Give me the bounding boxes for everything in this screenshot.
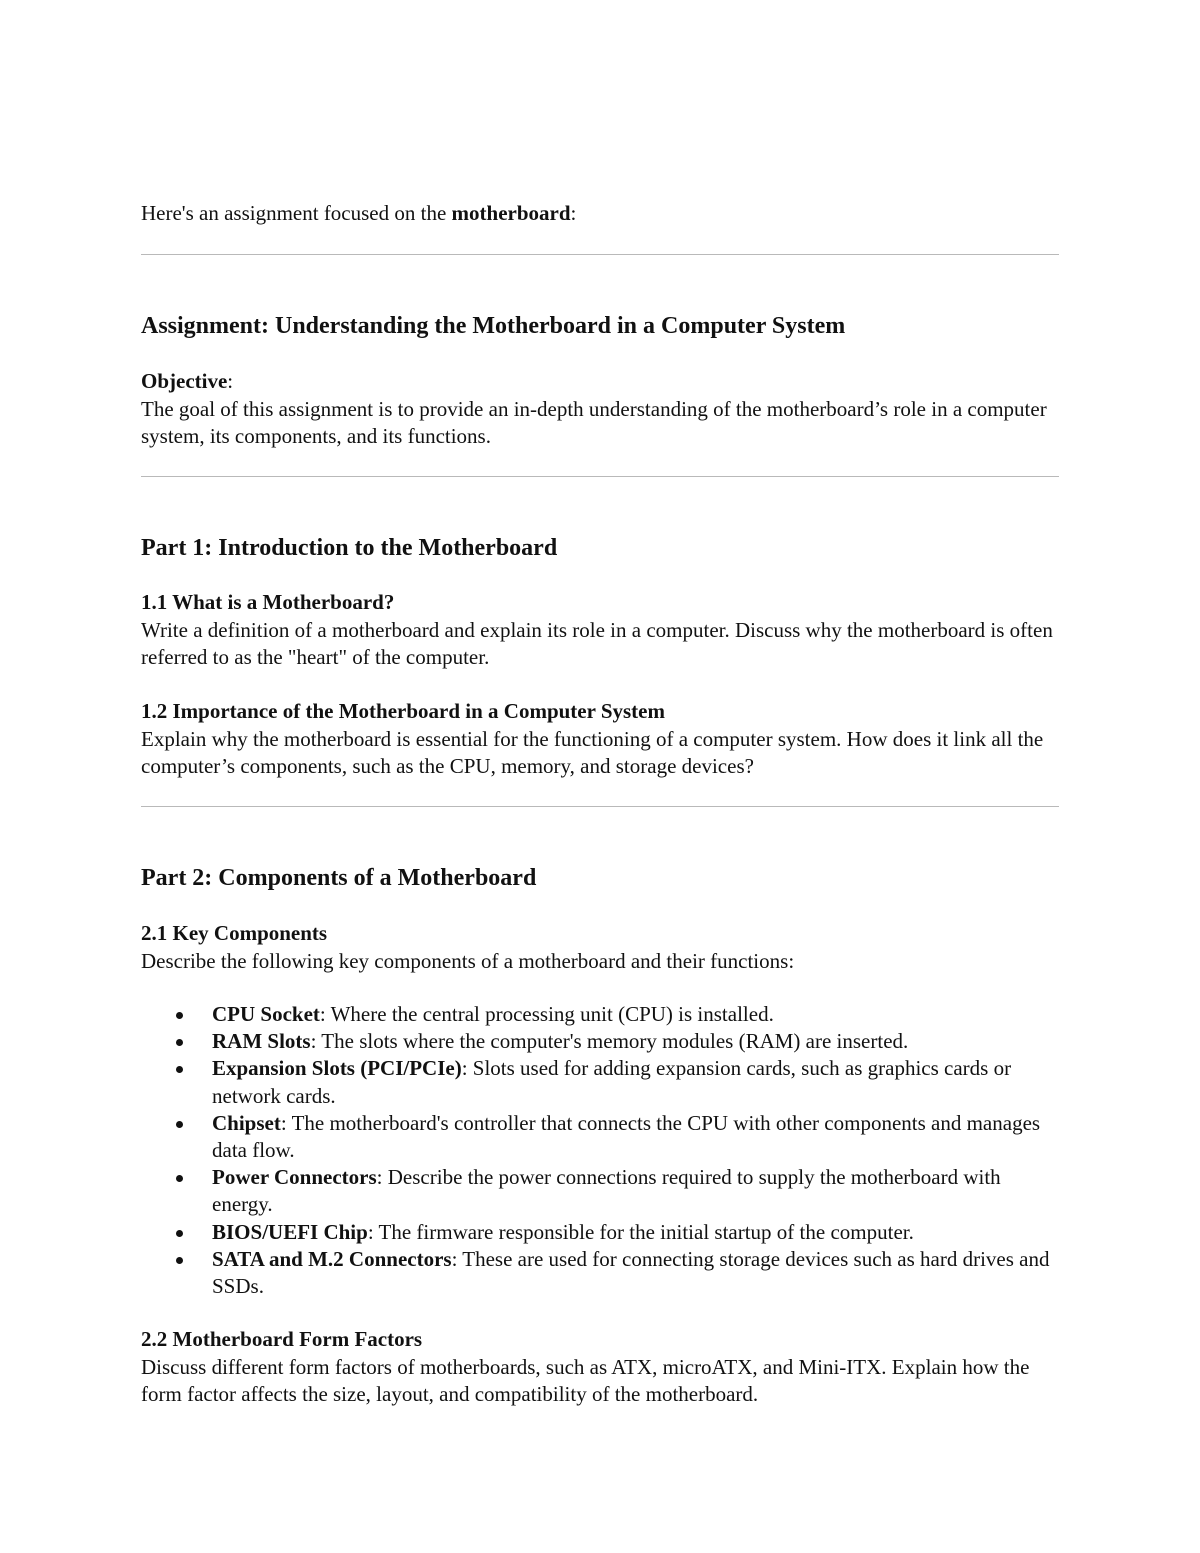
component-term: RAM Slots — [212, 1029, 311, 1054]
bullet-icon — [176, 1012, 183, 1019]
section-2-2-heading: 2.2 Motherboard Form Factors — [141, 1327, 423, 1351]
part1-heading: Part 1: Introduction to the Motherboard — [141, 535, 558, 561]
list-item — [212, 1055, 1059, 1109]
component-desc: : The motherboard's controller that connects the CPU with other components and manages data flow. — [212, 1110, 1041, 1163]
section-2-2 — [141, 1326, 1059, 1409]
objective-text: The goal of this assignment is to provide an in-depth understanding of the motherboard’s role in a computer system, its components, and its functions. — [141, 396, 1047, 448]
component-term: SATA and M.2 Connectors — [212, 1246, 452, 1271]
divider-1 — [141, 254, 1059, 255]
bullet-icon — [176, 1175, 183, 1182]
component-desc: : Slots used for adding expansion cards, such as graphics cards or network cards. — [212, 1056, 1012, 1108]
component-term: BIOS/UEFI Chip — [212, 1219, 368, 1244]
divider-2 — [141, 476, 1059, 477]
component-term: CPU Socket — [212, 1002, 320, 1026]
list-item — [212, 1028, 1059, 1055]
section-2-1-text: Describe the following key components of a motherboard and their functions: — [141, 948, 795, 973]
objective-section — [141, 368, 1059, 451]
section-1-1 — [141, 589, 1059, 672]
bullet-icon — [176, 1121, 183, 1128]
section-1-1-heading: 1.1 What is a Motherboard? — [141, 590, 395, 614]
component-desc: : Where the central processing unit (CPU) is installed. — [319, 1002, 774, 1026]
component-desc: : These are used for connecting storage devices such as hard drives and SSDs. — [212, 1246, 1050, 1299]
intro-bold-term: motherboard — [451, 201, 571, 225]
section-1-2-text: Explain why the motherboard is essential for the functioning of a computer system. How does it link all the computer’s components, such as the CPU, memory, and storage devices? — [141, 726, 1044, 778]
list-item — [212, 1164, 1059, 1218]
assignment-title: Assignment: Understanding the Motherboard in a Computer System — [141, 313, 846, 339]
section-2-2-text: Discuss different form factors of motherboards, such as ATX, microATX, and Mini-ITX. Explain how the form factor affects the size, layout, and compatibility of the motherboard. — [141, 1354, 1030, 1406]
objective-label: Objective: — [141, 369, 234, 393]
intro-text: Here's an assignment focused on the — [141, 201, 452, 225]
intro-suffix: : — [570, 201, 577, 225]
component-term: Expansion Slots (PCI/PCIe) — [212, 1056, 462, 1081]
section-1-2 — [141, 698, 1059, 781]
list-item — [212, 1246, 1059, 1300]
component-desc: : Describe the power connections required to supply the motherboard with energy. — [212, 1165, 1001, 1217]
intro-line — [141, 199, 576, 227]
section-1-2-heading: 1.2 Importance of the Motherboard in a Computer System — [141, 699, 665, 723]
component-term: Power Connectors — [212, 1165, 377, 1190]
bullet-icon — [176, 1230, 183, 1237]
list-item — [212, 1110, 1059, 1164]
list-item — [212, 1219, 1059, 1246]
component-term: Chipset — [212, 1110, 281, 1135]
bullet-icon — [176, 1039, 183, 1046]
section-2-1-heading: 2.1 Key Components — [141, 921, 328, 945]
list-item — [212, 1001, 1059, 1028]
section-1-1-text: Write a definition of a motherboard and explain its role in a computer. Discuss why the motherboard is often referred to as the "heart" of the computer. — [141, 617, 1053, 669]
bullet-icon — [176, 1257, 183, 1264]
divider-3 — [141, 806, 1059, 807]
section-2-1 — [141, 920, 1059, 975]
components-list — [141, 1001, 1059, 1300]
part2-heading: Part 2: Components of a Motherboard — [141, 865, 537, 891]
component-desc: : The slots where the computer's memory modules (RAM) are inserted. — [310, 1029, 909, 1054]
bullet-icon — [176, 1066, 183, 1073]
component-desc: : The firmware responsible for the initial startup of the computer. — [367, 1219, 914, 1244]
